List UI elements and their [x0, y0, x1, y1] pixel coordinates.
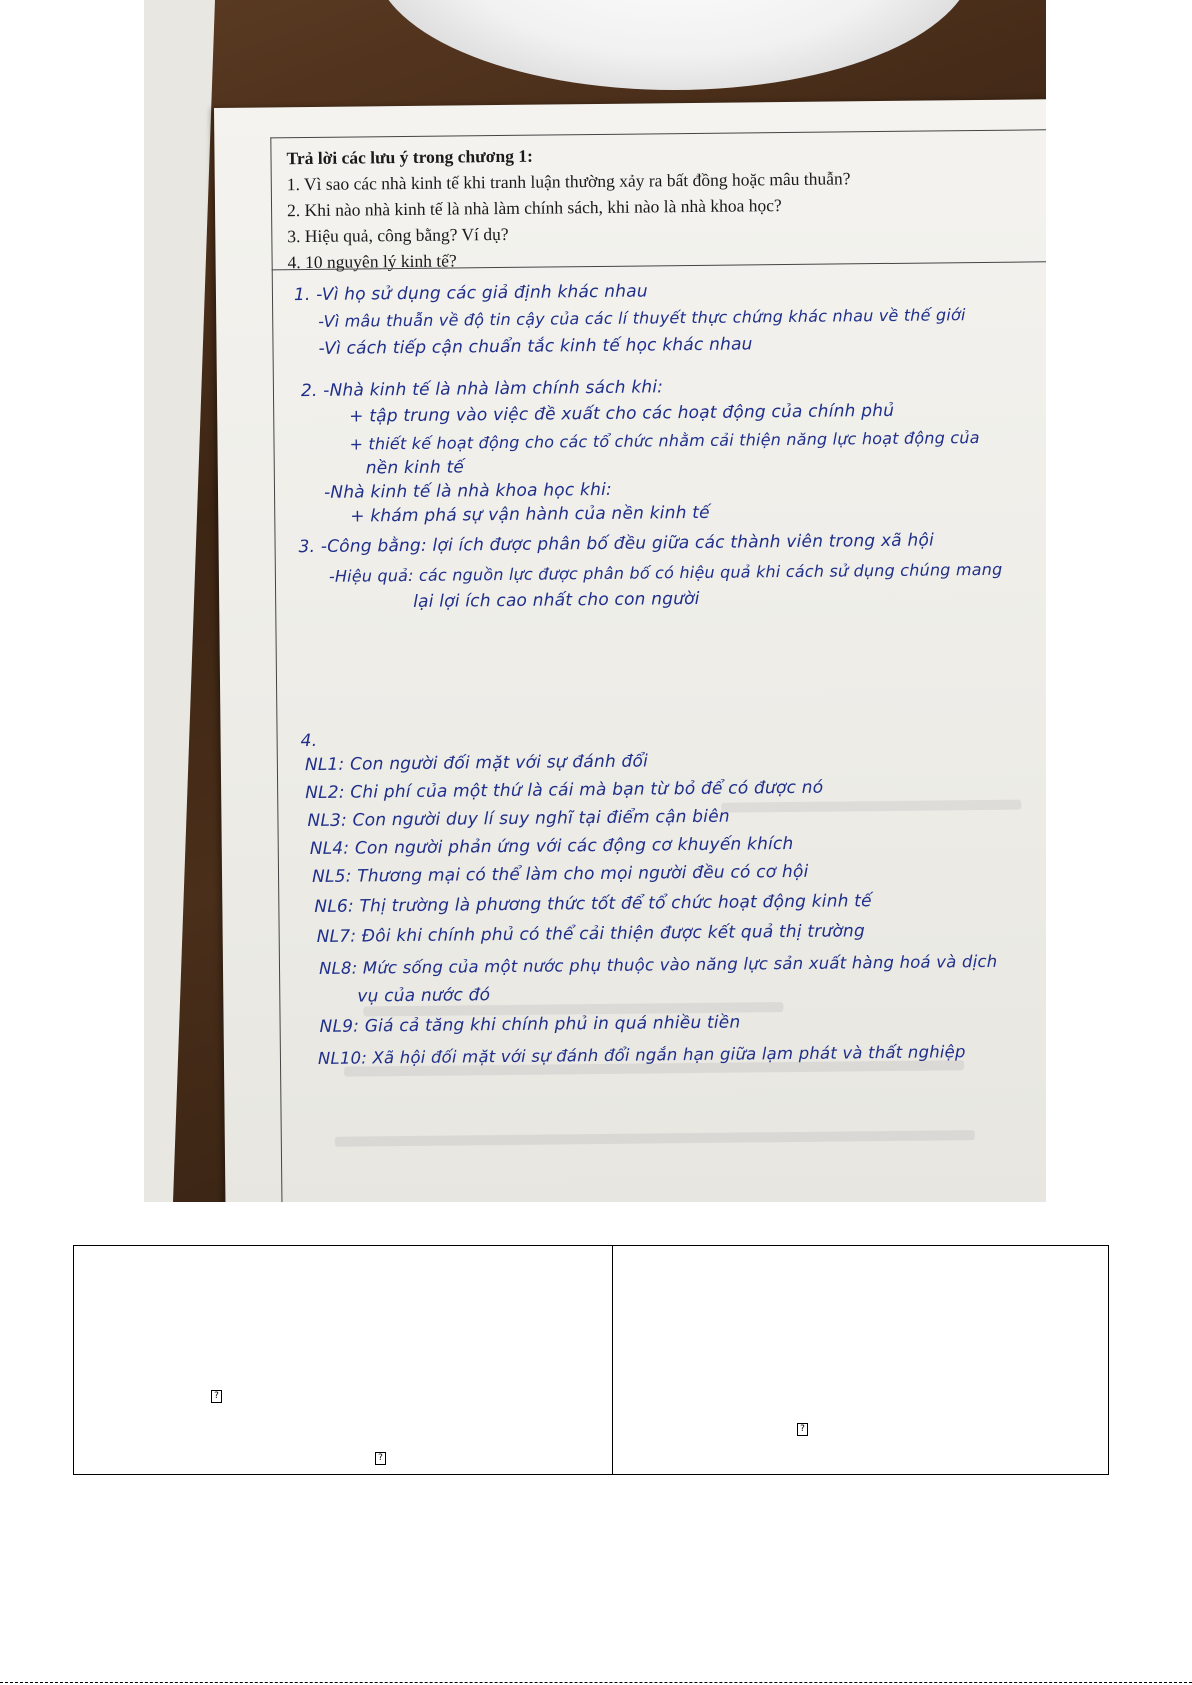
handwritten-line: NL10: Xã hội đối mặt với sự đánh đổi ngắn hạn giữa lạm phát và thất nghiệp — [317, 1042, 966, 1068]
question-1: 1. Vì sao các nhà kinh tế khi tranh luận thường xảy ra bất đồng hoặc mâu thuẫn? — [286, 168, 851, 195]
handwritten-line: NL5: Thương mại có thể làm cho mọi người đều có cơ hội — [311, 861, 809, 888]
table-column-divider — [612, 1246, 613, 1474]
handwritten-line: nền kinh tế — [365, 457, 465, 479]
handwritten-line: 2. -Nhà kinh tế là nhà làm chính sách khi: — [300, 377, 664, 402]
printed-title: Trả lời các lưu ý trong chương 1: — [286, 145, 533, 169]
printed-questions — [286, 137, 1046, 275]
handwritten-line: NL6: Thị trường là phương thức tốt để tổ chức hoạt động kinh tế — [314, 891, 872, 917]
handwritten-line: NL7: Đôi khi chính phủ có thể cải thiện được kết quả thị trường — [316, 921, 866, 947]
handwritten-line: 3. -Công bằng: lợi ích được phân bố đều giữa các thành viên trong xã hội — [298, 530, 935, 558]
question-3: 3. Hiệu quả, công bằng? Ví dụ? — [287, 223, 509, 247]
handwritten-line: NL9: Giá cả tăng khi chính phủ in quá nhiều tiền — [319, 1012, 741, 1037]
handwritten-line: NL8: Mức sống của một nước phụ thuộc vào năng lực sản xuất hàng hoá và dịch — [318, 951, 998, 978]
page-bottom-rule — [0, 1682, 1192, 1683]
handwritten-line: -Nhà kinh tế là nhà khoa học khi: — [323, 479, 612, 503]
question-4: 4. 10 nguyên lý kinh tế? — [287, 250, 457, 273]
handwritten-line: + thiết kế hoạt động cho các tổ chức nhằm cải thiện năng lực hoạt động của — [349, 428, 980, 454]
empty-table — [73, 1245, 1109, 1475]
handwritten-line: NL4: Con người phản ứng với các động cơ khuyến khích — [309, 833, 794, 860]
answer-sheet — [214, 99, 1046, 1202]
handwritten-line: NL2: Chi phí của một thứ là cái mà bạn từ bỏ để có được nó — [305, 777, 824, 804]
handwritten-line: -Vì mâu thuẫn về độ tin cậy của các lí thuyết thực chứng khác nhau về thế giới — [318, 305, 966, 331]
homework-photo — [144, 0, 1046, 1202]
desk-lamp — [374, 0, 974, 90]
handwritten-line: vụ của nước đó — [357, 985, 491, 1007]
missing-glyph-icon: ? — [375, 1452, 386, 1465]
handwritten-line: NL3: Con người duy lí suy nghĩ tại điểm cận biên — [307, 806, 730, 832]
handwritten-line: -Vì cách tiếp cận chuẩn tắc kinh tế học khác nhau — [318, 334, 753, 359]
question-2: 2. Khi nào nhà kinh tế là nhà làm chính sách, khi nào là nhà khoa học? — [286, 195, 782, 221]
handwritten-line: + khám phá sự vận hành của nền kinh tế — [350, 502, 710, 527]
handwritten-line: 1. -Vì họ sử dụng các giả định khác nhau — [293, 281, 648, 306]
handwritten-line: 4. — [300, 730, 318, 752]
missing-glyph-icon: ? — [211, 1390, 222, 1403]
handwritten-line: lại lợi ích cao nhất cho con người — [413, 588, 700, 612]
handwritten-line: + tập trung vào việc đề xuất cho các hoạt động của chính phủ — [349, 400, 895, 427]
underlying-paper — [144, 0, 215, 1202]
handwritten-line: -Hiệu quả: các nguồn lực được phân bố có hiệu quả khi cách sử dụng chúng mang — [328, 559, 1003, 586]
missing-glyph-icon: ? — [797, 1423, 808, 1436]
handwritten-line: NL1: Con người đối mặt với sự đánh đổi — [304, 751, 649, 776]
